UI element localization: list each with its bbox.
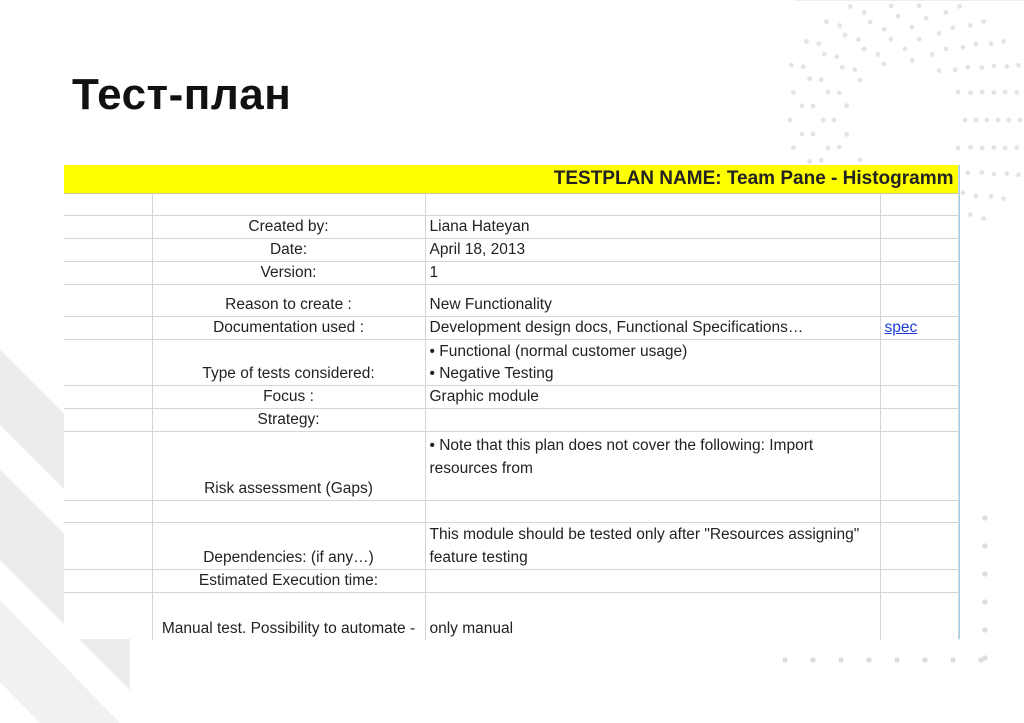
row-value: 1 <box>425 261 880 284</box>
row-value: April 18, 2013 <box>425 238 880 261</box>
decor-dot <box>819 158 824 163</box>
table-row <box>64 592 958 640</box>
decor-dot <box>982 627 987 632</box>
row-value: This module should be tested only after "Resources assigning" feature testing <box>425 522 880 569</box>
decor-dot <box>858 157 863 162</box>
decor-dot <box>800 103 805 108</box>
decor-dot <box>968 212 973 217</box>
decor-dot <box>956 90 961 95</box>
decor-dot <box>968 90 973 95</box>
decor-dot <box>981 216 986 221</box>
decor-dot <box>965 170 970 175</box>
decor-dot <box>989 41 994 46</box>
decor-dot <box>826 146 831 151</box>
decor-dot <box>1018 118 1023 123</box>
table-row <box>64 193 958 215</box>
decor-dot <box>953 67 958 72</box>
table-row <box>64 339 958 385</box>
decor-dot <box>974 118 979 123</box>
decor-dot <box>985 118 990 123</box>
decor-dot <box>992 145 997 150</box>
row-value-line: • Functional (normal customer usage) <box>429 342 688 360</box>
decor-dot <box>982 543 987 548</box>
decor-dot <box>950 25 955 30</box>
decor-dot <box>848 4 853 9</box>
row-value: only manual <box>425 592 880 640</box>
decor-dot <box>980 90 985 95</box>
decor-dot <box>957 4 962 9</box>
decor-dot <box>1007 118 1012 123</box>
decor-dot <box>789 63 794 68</box>
decor-dot <box>804 39 809 44</box>
decor-dot <box>832 118 837 123</box>
decor-dot <box>1003 146 1008 151</box>
decor-dot <box>917 3 922 8</box>
decor-dot <box>961 45 966 50</box>
decor-dot <box>965 65 970 70</box>
decor-dot <box>968 145 973 150</box>
table-row <box>64 261 958 284</box>
decor-dot <box>868 20 873 25</box>
row-label: Manual test. Possibility to automate - <box>152 592 425 640</box>
decor-dot <box>844 103 849 108</box>
decor-dot <box>961 190 966 195</box>
table-row <box>64 238 958 261</box>
decor-dot <box>881 62 886 67</box>
decor-dot <box>791 145 796 150</box>
table-row <box>64 431 958 500</box>
decor-dot <box>956 146 961 151</box>
decor-dot <box>989 194 994 199</box>
row-label: Focus : <box>152 385 425 408</box>
decor-dot <box>1016 63 1021 68</box>
table-header-row <box>64 165 958 193</box>
spec-link[interactable]: spec <box>884 318 918 336</box>
decor-dot <box>943 10 948 15</box>
table-row <box>64 385 958 408</box>
decor-dot <box>843 33 848 38</box>
decor-dot <box>856 37 861 42</box>
decor-dot <box>937 31 942 36</box>
decor-dot <box>1003 90 1008 95</box>
decor-dot <box>826 90 831 95</box>
decor-dot <box>888 37 893 42</box>
decor-dot <box>837 23 842 28</box>
decor-dot <box>1004 171 1009 176</box>
table-row <box>64 408 958 431</box>
row-label: Estimated Execution time: <box>152 569 425 592</box>
decor-dot <box>924 16 929 21</box>
testplan-name-header: TESTPLAN NAME: Team Pane - Histogramm <box>64 165 958 193</box>
decor-dot <box>937 68 942 73</box>
decor-dot <box>811 104 816 109</box>
decor-dot <box>822 52 827 57</box>
table-row <box>64 522 958 569</box>
decor-dot <box>930 52 935 57</box>
row-value: Liana Hateyan <box>425 215 880 238</box>
decor-dot <box>838 657 843 662</box>
decor-dot <box>1001 196 1006 201</box>
decor-dot <box>992 172 997 177</box>
row-value: Development design docs, Functional Specifications… <box>425 316 880 339</box>
row-label: Documentation used : <box>152 316 425 339</box>
decor-dot <box>1014 90 1019 95</box>
decor-dot <box>810 657 815 662</box>
decor-dot <box>834 54 839 59</box>
decor-dot <box>852 67 857 72</box>
row-label: Date: <box>152 238 425 261</box>
decor-dot <box>982 599 987 604</box>
decor-dot <box>821 118 826 123</box>
row-value: New Functionality <box>425 284 880 316</box>
testplan-table <box>64 165 959 640</box>
decor-dot <box>982 515 987 520</box>
decor-dot <box>791 90 796 95</box>
decor-dot <box>1016 172 1021 177</box>
decor-dot <box>968 23 973 28</box>
row-label: Risk assessment (Gaps) <box>152 431 425 500</box>
decor-dot <box>889 3 894 8</box>
row-label: Type of tests considered: <box>152 339 425 385</box>
decor-dot <box>837 90 842 95</box>
decor-dot <box>979 65 984 70</box>
table-row <box>64 569 958 592</box>
decor-dot <box>974 42 979 47</box>
row-value <box>425 569 880 592</box>
decor-dot <box>811 132 816 137</box>
row-label: Version: <box>152 261 425 284</box>
decor-dot <box>817 41 822 46</box>
decor-dot <box>837 145 842 150</box>
decor-dot <box>992 90 997 95</box>
decor-dot <box>788 118 793 123</box>
decor-dot <box>807 159 812 164</box>
table-row <box>64 316 958 339</box>
row-label: Reason to create : <box>152 284 425 316</box>
decor-dot <box>819 77 824 82</box>
decor-dot <box>1001 39 1006 44</box>
table-row <box>64 500 958 522</box>
decor-dot <box>910 25 915 30</box>
row-label: Strategy: <box>152 408 425 431</box>
decor-dot <box>882 27 887 32</box>
decor-dot <box>1004 64 1009 69</box>
decor-dot <box>866 657 871 662</box>
decor-dot <box>903 47 908 52</box>
decor-dot <box>980 146 985 151</box>
decor-dot <box>996 118 1001 123</box>
decor-dot <box>807 76 812 81</box>
decor-dot <box>801 64 806 69</box>
decor-dot <box>862 10 867 15</box>
row-value: • Note that this plan does not cover the following: Import resources from <box>425 431 880 500</box>
row-label: Dependencies: (if any…) <box>152 522 425 569</box>
decor-dot <box>910 58 915 63</box>
decor-dot <box>963 118 968 123</box>
decor-dot <box>992 64 997 69</box>
decor-dot <box>979 170 984 175</box>
row-value <box>425 408 880 431</box>
decor-dot <box>982 571 987 576</box>
table-row <box>64 284 958 316</box>
decor-dot <box>858 78 863 83</box>
row-label: Created by: <box>152 215 425 238</box>
slide-title: Тест-план <box>72 70 292 119</box>
decor-dot <box>862 47 867 52</box>
decor-dot <box>840 65 845 70</box>
decor-dot <box>922 657 927 662</box>
decor-dot <box>974 194 979 199</box>
row-value: Graphic module <box>425 385 880 408</box>
testplan-spreadsheet <box>64 165 960 639</box>
decor-dot <box>782 657 787 662</box>
decor-dot <box>917 37 922 42</box>
decor-dot <box>981 19 986 24</box>
decor-dot <box>944 47 949 52</box>
decor-dot <box>1014 145 1019 150</box>
table-row <box>64 215 958 238</box>
decor-dot <box>824 19 829 24</box>
row-value-line: • Negative Testing <box>429 364 554 382</box>
decor-dot <box>950 657 955 662</box>
decor-dot <box>894 657 899 662</box>
decor-dot <box>800 132 805 137</box>
decor-dot <box>982 655 987 660</box>
decor-dot <box>844 132 849 137</box>
decor-dot <box>896 14 901 19</box>
decor-dot <box>875 52 880 57</box>
